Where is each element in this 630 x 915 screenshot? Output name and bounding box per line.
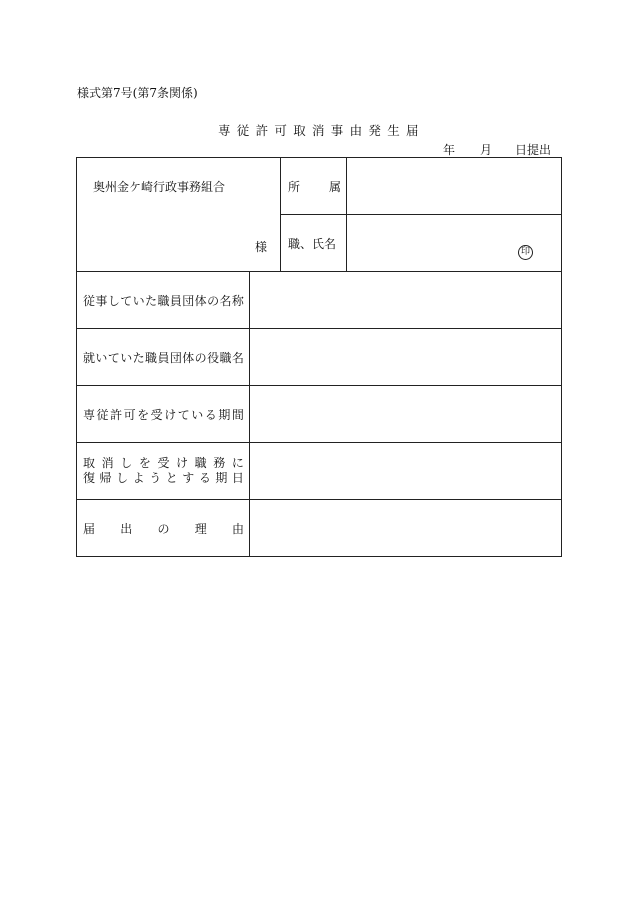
union-name-label-cell [77,272,250,329]
permit-period-field[interactable] [250,386,562,443]
union-position-label-cell [77,329,250,386]
reason-label: 届 出 の 理 由 [83,521,244,536]
union-name-label: 従 事 し て い た 職 員 団 体 の 名 称 [83,293,244,308]
date-year-label: 年 [443,143,456,157]
seal-icon: 印 [518,245,533,260]
return-date-field[interactable] [250,443,562,500]
union-name-field[interactable] [250,272,562,329]
name-label-cell [281,215,347,272]
document-title: 専従許可取消事由発生届 [218,123,425,138]
reason-label-cell [77,500,250,557]
form-number: 様式第7号(第7条関係) [77,86,198,100]
return-date-label-line-1: 取 消 し を 受 け 職 務 に [83,456,244,470]
date-day-label: 日提出 [515,143,552,157]
union-position-field[interactable] [250,329,562,386]
addressee-honorific: 様 [254,240,267,254]
return-date-label-line-2: 復 帰 し よ う と す る 期 日 [83,471,244,485]
name-field[interactable] [347,215,562,272]
permit-period-label-cell [77,386,250,443]
notification-form-table [76,157,562,557]
reason-field[interactable] [250,500,562,557]
return-date-label-cell [77,443,250,500]
addressee-name: 奥州金ケ崎行政事務組合 [93,180,226,194]
affiliation-field[interactable] [347,158,562,215]
affiliation-label: 所 属 [288,179,341,194]
date-month-label: 月 [480,143,493,157]
addressee-cell [77,158,281,272]
permit-period-label: 専 従 許 可 を 受 け て い る 期 間 [83,407,244,422]
affiliation-label-cell [281,158,347,215]
name-label: 職、氏名 [288,236,337,251]
union-position-label: 就 い て い た 職 員 団 体 の 役 職 名 [83,350,244,365]
